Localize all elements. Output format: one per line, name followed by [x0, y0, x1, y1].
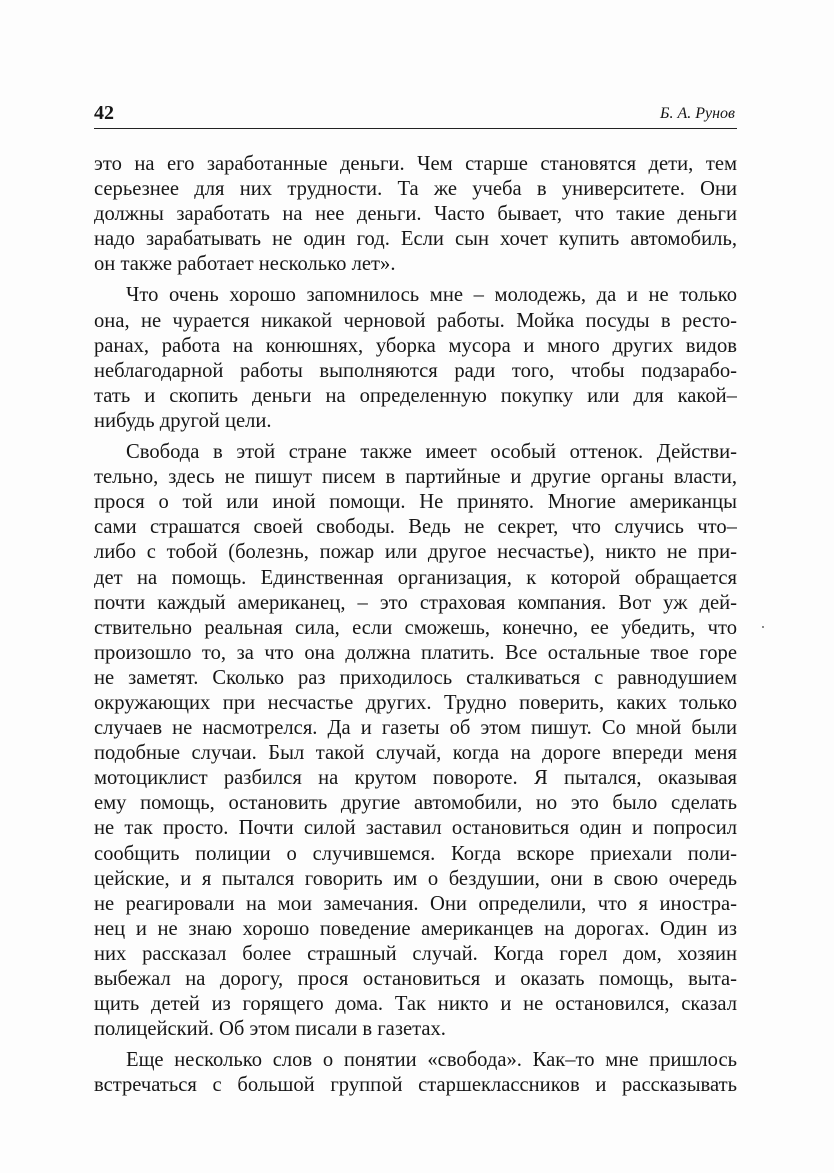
paragraph-2 — [94, 283, 737, 434]
text-line: цейские, и я пытался говорить им о бездушии, они в свою очередь — [94, 867, 737, 890]
text-line: встречаться с большой группой старшеклассников и рассказывать — [94, 1074, 737, 1097]
text-line: тать и скопить деньги на определенную покупку или для какой– — [94, 384, 737, 407]
text-line: неблагодарной работы выполняются ради того, чтобы подзарабо- — [94, 359, 737, 382]
text-line: тельно, здесь не пишут писем в партийные и другие органы власти, — [94, 466, 737, 489]
text-line: она, не чурается никакой черновой работы. Мойка посуды в ресто- — [94, 309, 737, 332]
text-line: не так просто. Почти силой заставил остановиться один и попросил — [94, 817, 737, 840]
scan-speck — [762, 626, 764, 628]
text-line: ранах, работа на конюшнях, уборка мусора и много других видов — [94, 334, 737, 357]
paragraph-1 — [94, 152, 737, 277]
text-line: нибудь другой цели. — [94, 409, 272, 432]
text-line: сами страшатся своей свободы. Ведь не секрет, что случись что– — [94, 516, 737, 539]
text-line: ему помощь, остановить другие автомобили, но это было сделать — [94, 792, 737, 815]
text-line: не реагировали на мои замечания. Они определили, что я иностра- — [94, 892, 737, 915]
text-line: не заметят. Сколько раз приходилось сталкиваться с равнодушием — [94, 666, 737, 689]
text-line: дет на помощь. Единственная организация, к которой обращается — [94, 566, 737, 589]
text-line: Свобода в этой стране также имеет особый оттенок. Действи- — [126, 441, 737, 464]
text-line: сообщить полиции о случившемся. Когда вскоре приехали поли- — [94, 842, 737, 865]
text-line: произошло то, за что она должна платить. Все остальные твое горе — [94, 641, 737, 664]
text-line: выбежал на дорогу, прося остановиться и оказать помощь, выта- — [94, 968, 737, 990]
body-text — [94, 152, 737, 1104]
text-line: Еще несколько слов о понятии «свобода». Как–то мне пришлось — [126, 1049, 737, 1072]
text-line: либо с тобой (болезнь, пожар или другое несчастье), никто не при- — [94, 541, 737, 564]
paragraph-4 — [94, 1048, 737, 1098]
page-header — [94, 100, 737, 129]
running-head-author: Б. А. Рунов — [660, 105, 735, 122]
text-line: ствительно реальная сила, если сможешь, конечно, ее убедить, что — [94, 616, 737, 639]
text-line: подобные случаи. Был такой случай, когда на дороге впереди меня — [94, 742, 737, 765]
text-line: серьезнее для них трудности. Та же учеба в университете. Они — [94, 178, 737, 201]
text-line: он также работает несколько лет». — [94, 253, 396, 276]
paragraph-3 — [94, 440, 737, 1042]
text-line: них рассказал более страшный случай. Когда горел дом, хозяин — [94, 942, 737, 965]
text-line: почти каждый американец, – это страховая компания. Вот уж дей- — [94, 591, 737, 614]
text-line: нец и не знаю хорошо поведение американцев на дорогах. Один из — [94, 917, 737, 940]
text-line: случаев не насмотрелся. Да и газеты об этом пишут. Со мной были — [94, 717, 737, 740]
text-line: должны заработать на нее деньги. Часто бывает, что такие деньги — [94, 203, 737, 226]
text-line: прося о той или иной помощи. Не принято. Многие американцы — [94, 491, 737, 514]
text-line: щить детей из горящего дома. Так никто и не остановился, сказал — [94, 993, 737, 1016]
text-line: это на его заработанные деньги. Чем старше становятся дети, тем — [94, 153, 737, 175]
text-line: мотоциклист разбился на крутом повороте. Я пытался, оказывая — [94, 767, 737, 790]
text-line: Что очень хорошо запомнилось мне – молодежь, да и не только — [126, 284, 737, 307]
text-line: окружающих при несчастье других. Трудно поверить, каких только — [94, 691, 737, 714]
text-line: полицейский. Об этом писали в газетах. — [94, 1018, 446, 1041]
text-line: надо зарабатывать не один год. Если сын хочет купить автомобиль, — [94, 228, 737, 251]
page-number: 42 — [94, 102, 114, 124]
